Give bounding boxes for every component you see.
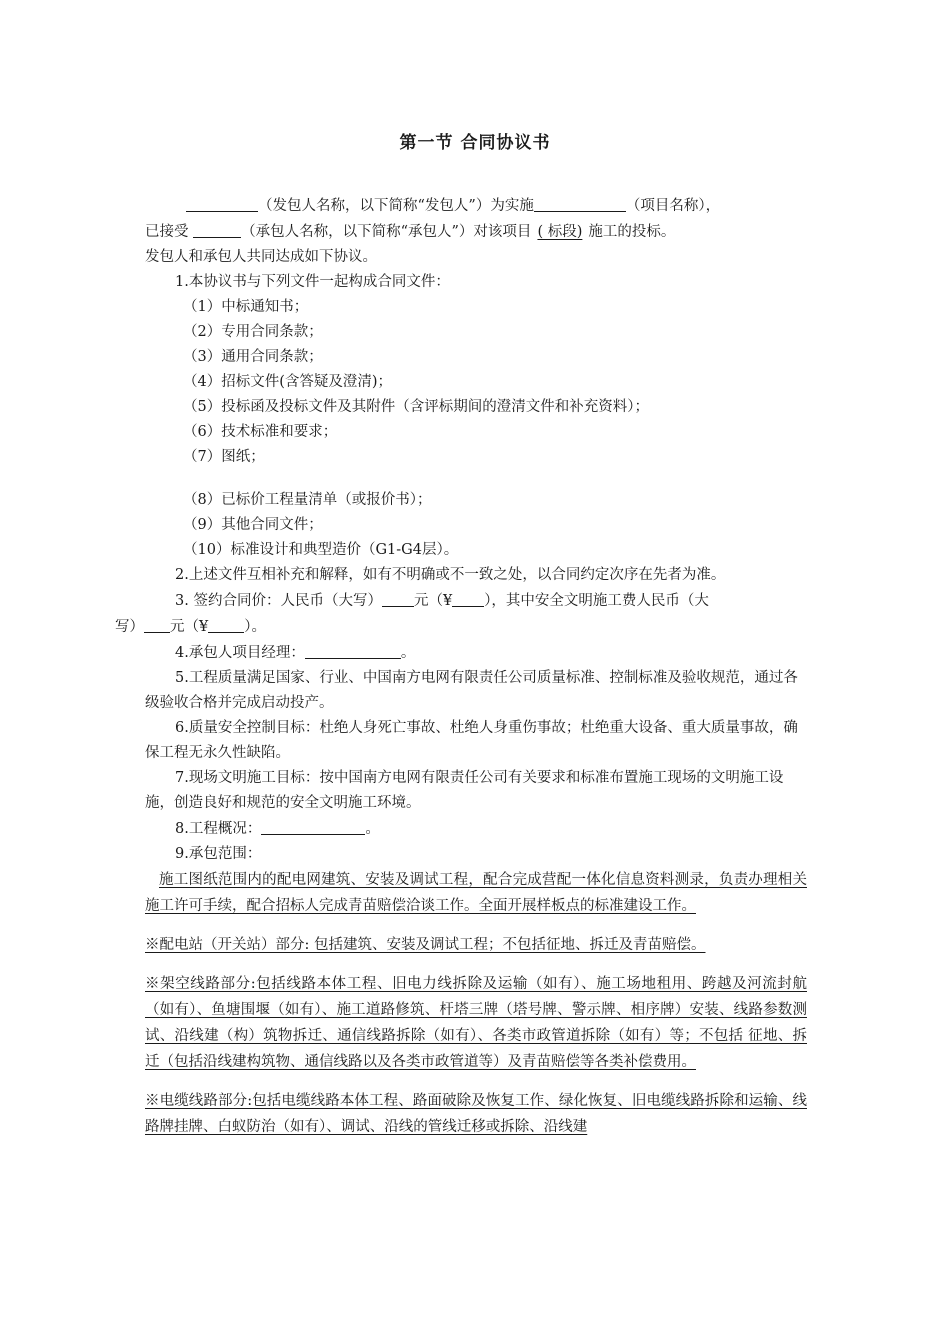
section-blank[interactable]: ( 标段) (537, 224, 583, 240)
price-words-blank[interactable] (382, 588, 414, 607)
doc-item: （1）中标通知书； (183, 299, 309, 315)
clause-5: 5.工程质量满足国家、行业、中国南方电网有限责任公司质量标准、控制标准及验收规范，通过各级验收合格并完成启动投产。 (145, 670, 798, 711)
scope-substation: ※配电站（开关站）部分: 包括建筑、安装及调试工程；不包括征地、拆迁及青苗赔偿。 (145, 937, 706, 953)
doc-item: （6）技术标准和要求； (183, 424, 338, 440)
employer-name-blank[interactable] (186, 193, 258, 212)
clause-8: 8.工程概况： 。 (145, 816, 807, 842)
clause-6: 6.质量安全控制目标：杜绝人身死亡事故、杜绝人身重伤事故；杜绝重大设备、重大质量事故，确保工程无永久性缺陷。 (145, 720, 798, 761)
doc-item: （3）通用合同条款； (183, 349, 323, 365)
intro-line-2: 已接受 （承包人名称，以下简称“承包人”）对该项目 ( 标段) 施工的投标。 (145, 219, 807, 245)
doc-item: （7）图纸； (183, 449, 265, 465)
doc-item: （8）已标价工程量清单（或报价书）； (183, 492, 432, 508)
clause-1: 1.本协议书与下列文件一起构成合同文件： (175, 274, 450, 290)
safety-fee-figure-blank[interactable] (208, 614, 244, 633)
project-name-blank[interactable] (534, 193, 626, 212)
doc-item: （2）专用合同条款； (183, 324, 323, 340)
safety-fee-words-blank[interactable] (144, 614, 170, 633)
scope-overhead-line: ※架空线路部分:包括线路本体工程、旧电力线拆除及运输（如有）、施工场地租用、跨越及河流封航（如有）、鱼塘围堰（如有）、施工道路修筑、杆塔三牌（塔号牌、警示牌、相序牌）安装、线路参数测试、沿线建（构）筑物拆迁、通信线路拆除（如有）、各类市政管道拆除（如有）等；不包括 征地、拆迁（包括沿线建构筑物、通信线路以及各类市政管道等）及青苗赔偿等各类补偿费用。 (145, 976, 807, 1070)
clause-2: 2.上述文件互相补充和解释，如有不明确或不一致之处，以合同约定次序在先者为准。 (175, 567, 726, 583)
intro-line-1: （发包人名称，以下简称“发包人”）为实施 （项目名称）， (145, 193, 807, 219)
doc-item: （10）标准设计和典型造价（G1-G4层）。 (183, 542, 459, 558)
project-overview-blank[interactable] (261, 816, 365, 835)
clause-3: 3. 签约合同价：人民币（大写） 元（¥ ），其中安全文明施工费人民币（大 写） 元（¥ ）。 (145, 588, 807, 640)
doc-item: （4）招标文件(含答疑及澄清)； (183, 374, 393, 390)
page-title: 第一节 合同协议书 (399, 133, 551, 153)
contract-body (115, 193, 807, 1140)
doc-item: （5）投标函及投标文件及其附件（含评标期间的澄清文件和补充资料）； (183, 399, 649, 415)
scope-cable-line: ※电缆线路部分:包括电缆线路本体工程、路面破除及恢复工作、绿化恢复、旧电缆线路拆除和运输、线路牌挂牌、白蚁防治（如有）、调试、沿线的管线迁移或拆除、沿线建 (145, 1093, 807, 1135)
scope-main: 施工图纸范围内的配电网建筑、安装及调试工程，配合完成营配一体化信息资料测录，负责办理相关施工许可手续，配合招标人完成青苗赔偿洽谈工作。全面开展样板点的标准建设工作。 (145, 872, 807, 914)
clause-4: 4.承包人项目经理： 。 (145, 640, 807, 666)
doc-item: （9）其他合同文件； (183, 517, 323, 533)
clause-7: 7.现场文明施工目标：按中国南方电网有限责任公司有关要求和标准布置施工现场的文明施工设施，创造良好和规范的安全文明施工环境。 (145, 770, 784, 811)
clause-9: 9.承包范围： (175, 846, 262, 862)
price-figure-blank[interactable] (452, 588, 484, 607)
intro-line-3: 发包人和承包人共同达成如下协议。 (145, 249, 377, 265)
contractor-name-blank[interactable] (193, 219, 241, 238)
project-manager-blank[interactable] (305, 640, 401, 659)
